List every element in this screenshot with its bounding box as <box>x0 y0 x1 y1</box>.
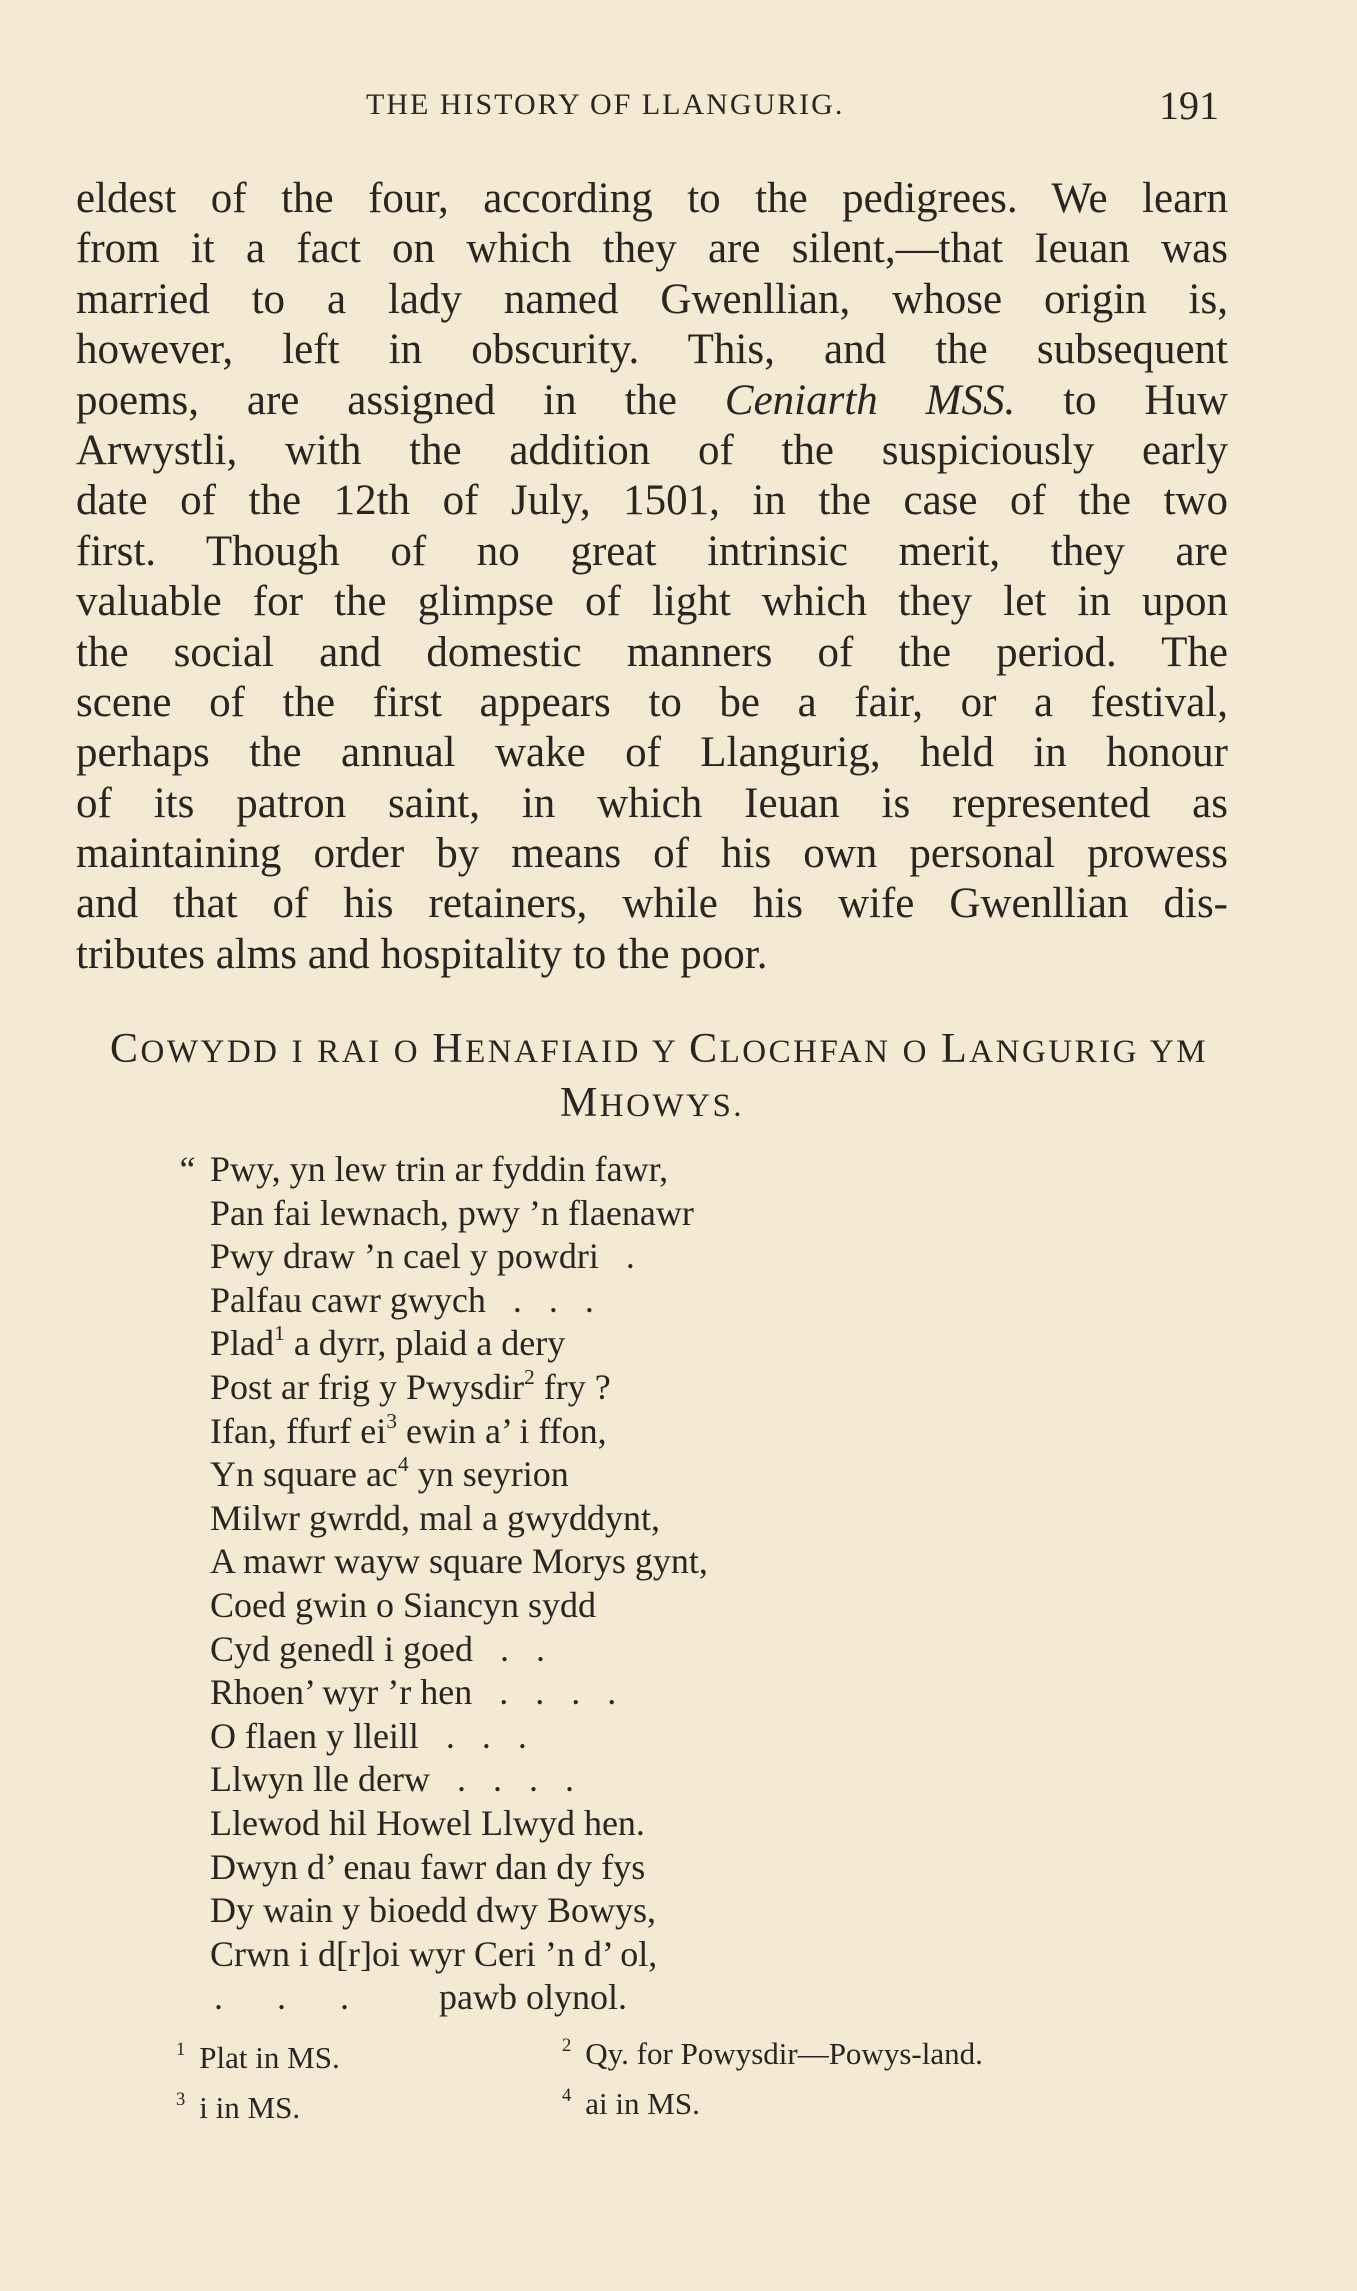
paragraph-line <box>76 577 1228 627</box>
text-run: scene of the first appears to be a fair, or a festival, <box>76 678 1228 726</box>
verse-text: Yn square ac <box>210 1454 398 1495</box>
verse-line <box>210 1148 1110 1192</box>
verse-text: Pwy draw ’n cael y powdri . <box>210 1236 635 1277</box>
verse-line <box>210 1889 1110 1933</box>
verse-text: a dyrr, plaid a dery <box>284 1323 566 1364</box>
footnote-mark: 1 <box>176 2038 186 2060</box>
verse-line <box>210 1192 1110 1236</box>
paragraph-line <box>76 174 1228 224</box>
verse-text: ewin a’ i ffon, <box>397 1410 607 1451</box>
verse-text: yn seyrion <box>408 1454 569 1495</box>
footnote-mark: 4 <box>562 2084 572 2106</box>
verse-line <box>210 1933 1110 1977</box>
verse-line <box>210 1628 1110 1672</box>
footnote-text: ai in MS. <box>585 2086 700 2121</box>
verse-line <box>210 1802 1110 1846</box>
footnote-marker: 2 <box>524 1364 535 1389</box>
verse-text: Post ar frig y Pwysdir <box>210 1366 524 1407</box>
footnote-text: Plat in MS. <box>199 2040 340 2075</box>
verse-line <box>210 1497 1110 1541</box>
verse-text: Coed gwin o Siancyn sydd <box>210 1584 596 1625</box>
verse-text: Dy wain y bioedd dwy Bowys, <box>210 1890 656 1931</box>
paragraph-line <box>76 779 1228 829</box>
text-run: date of the 12th of July, 1501, in the case of the two <box>76 477 1228 525</box>
verse-line <box>210 1322 1110 1366</box>
verse-text: Milwr gwrdd, mal a gwyddynt, <box>210 1497 660 1538</box>
running-title: THE HISTORY OF LLANGURIG. <box>366 88 845 121</box>
verse-text: Rhoen’ wyr ’r hen . . . . <box>210 1672 617 1713</box>
text-run: perhaps the annual wake of Llangurig, held in honour <box>76 729 1228 777</box>
paragraph-line <box>76 376 1228 426</box>
text-run: Arwystli, with the addition of the suspiciously early <box>76 426 1228 474</box>
footnote-1 <box>176 2040 340 2076</box>
verse-text: Palfau cawr gwych . . . <box>210 1279 594 1320</box>
footnote-4 <box>562 2086 700 2122</box>
paragraph-line <box>76 275 1228 325</box>
poem-verse <box>176 1148 1110 2020</box>
verse-line <box>210 1366 1110 1410</box>
paragraph-line <box>76 325 1228 375</box>
verse-line <box>210 1540 1110 1584</box>
running-header <box>366 83 1227 134</box>
text-run: married to a lady named Gwenllian, whose origin is, <box>76 275 1228 323</box>
paragraph-line <box>76 476 1228 526</box>
footnote-2 <box>562 2036 983 2072</box>
verse-text: Llewod hil Howel Llwyd hen. <box>210 1802 645 1843</box>
verse-line <box>210 1671 1110 1715</box>
verse-text: . . . pawb olynol. <box>214 1977 627 2018</box>
paragraph-line <box>76 678 1228 728</box>
paragraph-line <box>76 829 1228 879</box>
verse-line <box>210 1584 1110 1628</box>
footnote-marker: 4 <box>397 1452 409 1477</box>
paragraph-line <box>76 879 1228 929</box>
text-run: eldest of the four, according to the pedigrees. We learn <box>76 175 1228 222</box>
text-run: however, left in obscurity. This, and the subsequent <box>76 326 1228 374</box>
verse-text: Crwn i d[r]oi wyr Ceri ’n d’ ol, <box>210 1933 658 1974</box>
verse-line <box>210 1279 1110 1323</box>
footnote-text: Qy. for Powysdir—Powys-land. <box>585 2036 983 2071</box>
poem-title <box>76 1024 1228 1132</box>
verse-text: Llwyn lle derw . . . . <box>210 1759 574 1800</box>
poem-title-line-2: MHOWYS. <box>559 1080 745 1126</box>
italic-text: Ceniarth MSS. <box>724 376 1016 424</box>
footnote-marker: 3 <box>386 1408 398 1433</box>
verse-text: Plad <box>210 1323 275 1364</box>
text-run: to Huw <box>1015 376 1228 424</box>
verse-text: Cyd genedl i goed . . <box>210 1628 545 1669</box>
text-run: poems, are assigned in the <box>76 376 725 424</box>
text-run: first. Though of no great intrinsic merit, they are <box>76 527 1228 575</box>
verse-line <box>210 1235 1110 1279</box>
text-run: of its patron saint, in which Ieuan is represented as <box>76 779 1228 827</box>
footnote-text: i in MS. <box>199 2090 301 2125</box>
paragraph-line <box>76 527 1228 577</box>
verse-text: Ifan, ffurf ei <box>210 1410 387 1451</box>
poem-title-line-1: COWYDD I RAI O HENAFIAID Y CLOCHFAN O LANGURIG YM <box>110 1026 1209 1072</box>
paragraph-line <box>76 224 1228 274</box>
verse-text: A mawr wayw square Morys gynt, <box>210 1541 708 1582</box>
footnote-mark: 2 <box>562 2034 572 2056</box>
text-run: from it a fact on which they are silent,—that Ieuan was <box>76 225 1228 273</box>
paragraph-line <box>76 930 1228 980</box>
verse-text: Pwy, yn lew trin ar fyddin fawr, <box>210 1149 669 1189</box>
verse-text: O flaen y lleill . . . <box>210 1715 527 1756</box>
paragraph-line <box>76 628 1228 678</box>
footnotes <box>0 2034 1357 2150</box>
verse-text: Dwyn d’ enau fawr dan dy fys <box>210 1846 646 1887</box>
verse-line <box>210 1976 1110 2020</box>
footnote-3 <box>176 2090 300 2126</box>
verse-line <box>210 1715 1110 1759</box>
page-number: 191 <box>1159 83 1219 128</box>
body-paragraph <box>76 174 1228 980</box>
text-run: tributes alms and hospitality to the poor. <box>76 930 768 978</box>
footnote-mark: 3 <box>176 2088 186 2110</box>
text-run: and that of his retainers, while his wife Gwenllian dis- <box>76 880 1228 928</box>
verse-line <box>210 1410 1110 1454</box>
text-run: valuable for the glimpse of light which they let in upon <box>76 578 1228 626</box>
paragraph-line <box>76 728 1228 778</box>
verse-line <box>210 1846 1110 1890</box>
verse-text: fry ? <box>534 1366 611 1407</box>
text-run: maintaining order by means of his own personal prowess <box>76 830 1228 878</box>
text-run: the social and domestic manners of the period. The <box>76 628 1228 676</box>
verse-text: Pan fai lewnach, pwy ’n flaenawr <box>210 1192 694 1233</box>
verse-line <box>210 1453 1110 1497</box>
footnote-marker: 1 <box>274 1321 285 1346</box>
paragraph-line <box>76 426 1228 476</box>
verse-line <box>210 1758 1110 1802</box>
open-quote-mark: “ <box>176 1149 197 1189</box>
